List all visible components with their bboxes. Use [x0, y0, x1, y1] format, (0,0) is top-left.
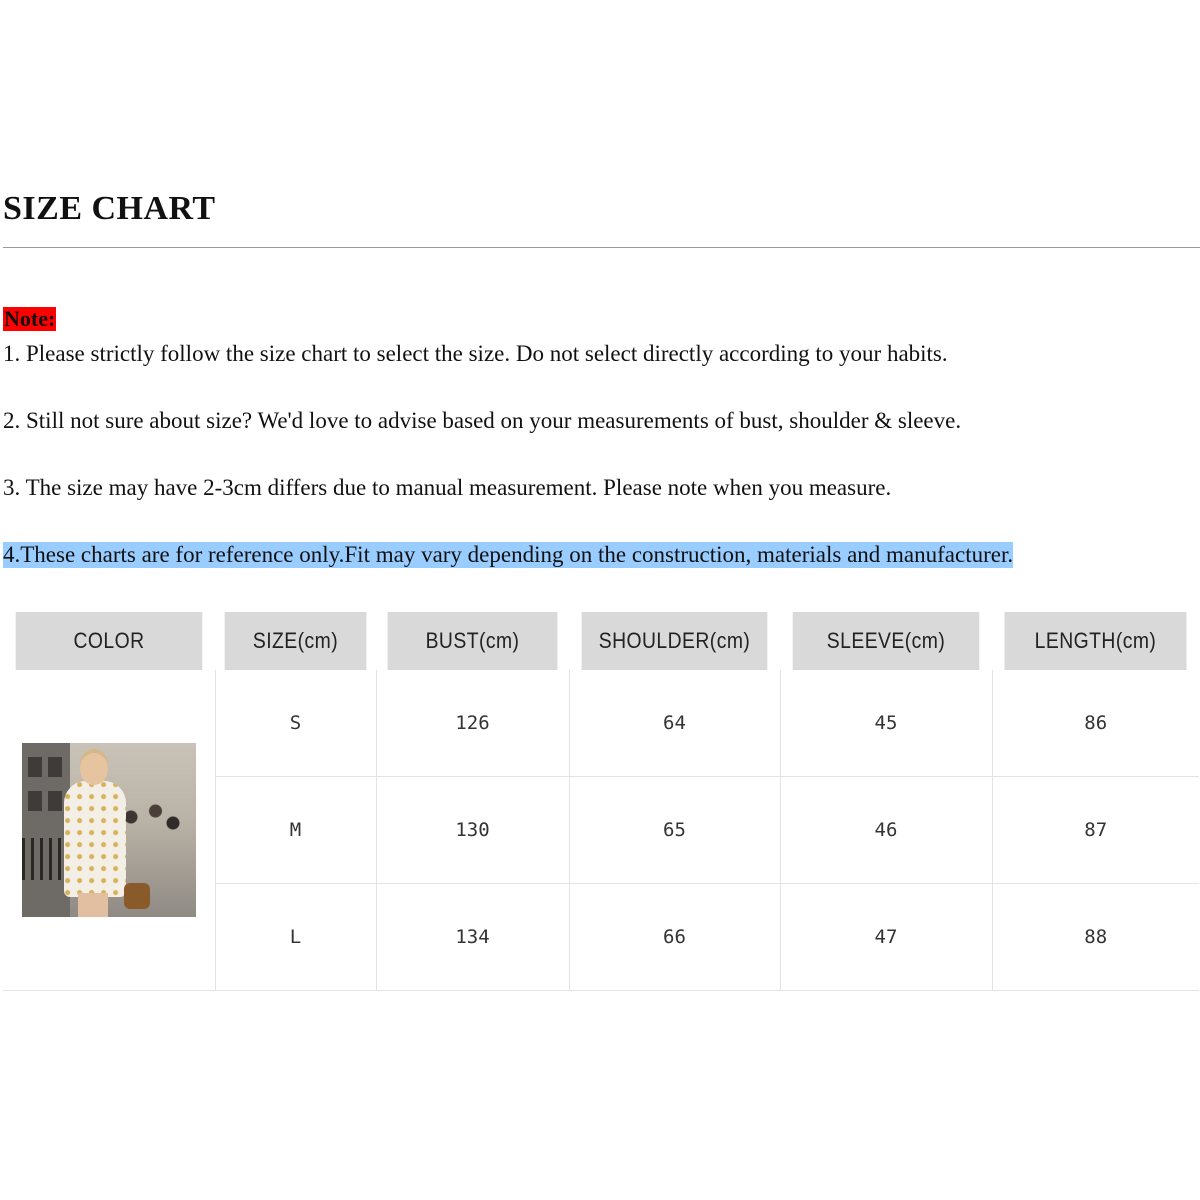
table-header-row [3, 612, 1199, 670]
note-line-3: 3. The size may have 2-3cm differs due to manual measurement. Please note when you measure. [3, 475, 892, 500]
color-cell [3, 670, 215, 991]
header-sleeve: SLEEVE(cm) [793, 612, 980, 670]
table-row [3, 670, 1199, 777]
cell-bust: 130 [376, 777, 569, 884]
cell-size: M [215, 777, 376, 884]
page-title: SIZE CHART [3, 190, 216, 227]
note-label: Note: [4, 306, 56, 331]
cell-shoulder: 64 [569, 670, 780, 777]
title-divider [3, 247, 1200, 248]
cell-sleeve: 47 [780, 884, 992, 991]
header-size: SIZE(cm) [225, 612, 367, 670]
cell-shoulder: 66 [569, 884, 780, 991]
cell-length: 86 [992, 670, 1199, 777]
note-line-2: 2. Still not sure about size? We'd love to advise based on your measurements of bust, shoulder & sleeve. [3, 408, 962, 433]
header-color: COLOR [16, 612, 203, 670]
cell-length: 87 [992, 777, 1199, 884]
cell-size: L [215, 884, 376, 991]
header-length: LENGTH(cm) [1004, 612, 1186, 670]
header-shoulder: SHOULDER(cm) [582, 612, 768, 670]
header-bust: BUST(cm) [388, 612, 558, 670]
cell-size: S [215, 670, 376, 777]
cell-sleeve: 46 [780, 777, 992, 884]
cell-shoulder: 65 [569, 777, 780, 884]
cell-length: 88 [992, 884, 1199, 991]
cell-bust: 134 [376, 884, 569, 991]
note-line-1: 1. Please strictly follow the size chart to select the size. Do not select directly according to your habits. [3, 341, 948, 366]
note-line-4-highlighted: 4.These charts are for reference only.Fit may vary depending on the construction, materials and manufacturer. [3, 542, 1014, 567]
cell-bust: 126 [376, 670, 569, 777]
product-photo [22, 743, 196, 917]
size-table [3, 612, 1199, 991]
cell-sleeve: 45 [780, 670, 992, 777]
